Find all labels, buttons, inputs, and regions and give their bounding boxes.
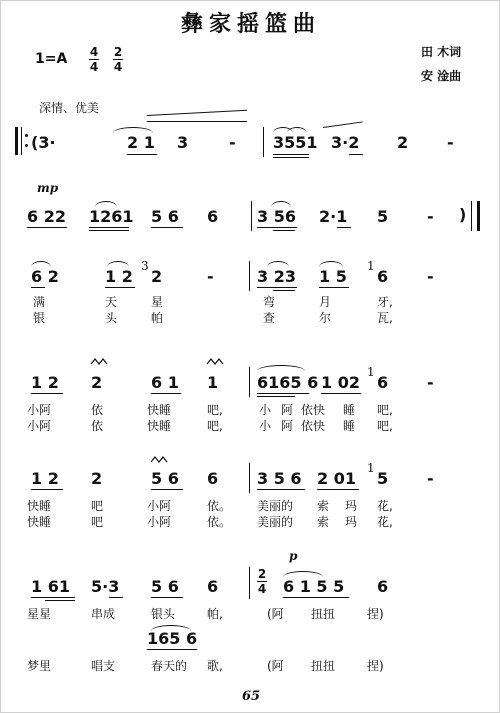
note: 1 bbox=[207, 373, 219, 392]
note-group: 1 2 bbox=[105, 267, 133, 286]
lyric: 捏) bbox=[367, 659, 384, 673]
note: 5 bbox=[377, 207, 389, 226]
dash: - bbox=[427, 207, 434, 226]
note: 6 bbox=[207, 469, 219, 488]
lyric: 尔 bbox=[319, 311, 332, 325]
barline bbox=[249, 567, 250, 599]
composer-credit: 安 淦曲 bbox=[421, 69, 462, 83]
grace-note: 1 bbox=[367, 365, 375, 379]
lyric: 阿 bbox=[281, 403, 294, 417]
time-signature-1: 4 4 bbox=[89, 45, 99, 74]
lyric: 吧 bbox=[91, 499, 104, 513]
note-group: 3·2 bbox=[331, 133, 360, 152]
note-group: 6 22 bbox=[27, 207, 66, 226]
note: 2 bbox=[397, 133, 409, 152]
note-group: 6165 6 bbox=[257, 373, 319, 392]
note-group: (3· bbox=[31, 133, 56, 152]
note-group: 2·1 bbox=[319, 207, 348, 226]
note-group: 1261 bbox=[89, 207, 134, 226]
lyric: 牙, bbox=[377, 295, 393, 309]
lyric: 依快 bbox=[301, 419, 326, 433]
note-group: 1 02 bbox=[321, 373, 360, 392]
lyric: 索 bbox=[317, 515, 330, 529]
note: 6 bbox=[207, 577, 219, 596]
note: 6 bbox=[377, 373, 389, 392]
dash: - bbox=[427, 267, 434, 286]
lyric: 天 bbox=[105, 295, 118, 309]
note: 2 bbox=[91, 373, 103, 392]
lyric: 睡 bbox=[343, 419, 356, 433]
lyric: 小 bbox=[259, 419, 272, 433]
lyric: 小阿 bbox=[147, 499, 172, 513]
lyric: 吧, bbox=[207, 403, 223, 417]
lyric: 捏) bbox=[367, 607, 384, 621]
lyric: 吧, bbox=[377, 403, 393, 417]
time-signature-2: 2 4 bbox=[113, 45, 123, 74]
lyric: (阿 bbox=[267, 607, 284, 621]
lyric: 歌, bbox=[207, 659, 223, 673]
note: 6 bbox=[207, 207, 219, 226]
dash: - bbox=[427, 373, 434, 392]
note-group: 3 5 6 bbox=[257, 469, 302, 488]
note: 2 bbox=[151, 267, 163, 286]
lyricist-credit: 田 木词 bbox=[421, 45, 462, 59]
lyric: 帕 bbox=[151, 311, 164, 325]
barline bbox=[249, 463, 250, 493]
lyric: 头 bbox=[105, 311, 118, 325]
note-group: 2 1 bbox=[127, 133, 155, 152]
page-number: 65 bbox=[241, 689, 261, 704]
barline-end-thick bbox=[477, 201, 480, 231]
lyric: 快睡 bbox=[27, 515, 52, 529]
lyric: 梦里 bbox=[27, 659, 52, 673]
lyric: 阿 bbox=[281, 419, 294, 433]
note: 5 bbox=[377, 469, 389, 488]
lyric: 银 bbox=[33, 311, 46, 325]
note-group: 1 5 bbox=[319, 267, 347, 286]
note-group: 3551 bbox=[273, 133, 318, 152]
note-group: 3 23 bbox=[257, 267, 296, 286]
lyric: 依。 bbox=[207, 499, 232, 513]
lyric: 银头 bbox=[151, 607, 176, 621]
lyric: 索 bbox=[317, 499, 330, 513]
barline-end-thin bbox=[471, 201, 472, 231]
lyric: 帕, bbox=[207, 607, 223, 621]
closing-paren: ) bbox=[459, 205, 467, 224]
barline bbox=[249, 367, 250, 397]
ornament-mark bbox=[151, 457, 167, 463]
lyric: 快睡 bbox=[147, 403, 172, 417]
note: 6 bbox=[377, 577, 389, 596]
lyric: 唱支 bbox=[91, 659, 116, 673]
barline bbox=[249, 261, 250, 291]
note-group: 6 2 bbox=[31, 267, 59, 286]
time-change: 2 4 bbox=[257, 567, 267, 596]
lyric: 依快 bbox=[301, 403, 326, 417]
lyric: 花, bbox=[377, 515, 393, 529]
lyric: 依 bbox=[91, 419, 104, 433]
lyric: 弯 bbox=[263, 295, 276, 309]
lyric: 星 bbox=[151, 295, 164, 309]
note-group: 6 1 bbox=[151, 373, 179, 392]
lyric: 查 bbox=[263, 311, 276, 325]
lyric: 依 bbox=[91, 403, 104, 417]
lyric: 瓦, bbox=[377, 311, 393, 325]
lyric: 月 bbox=[319, 295, 332, 309]
dynamic-mp: mp bbox=[37, 181, 59, 195]
lyric: 吧, bbox=[377, 419, 393, 433]
grace-note: 3 bbox=[141, 259, 149, 273]
hairpin-lower bbox=[147, 121, 247, 122]
note: 3 bbox=[177, 133, 189, 152]
barline bbox=[263, 127, 264, 157]
lyric: 小阿 bbox=[147, 515, 172, 529]
lyric: 玛 bbox=[345, 515, 358, 529]
lyric: 依。 bbox=[207, 515, 232, 529]
lyric: 春天的 bbox=[151, 659, 188, 673]
lyric: 满 bbox=[33, 295, 46, 309]
note-group: 6 1 5 5 bbox=[283, 577, 345, 596]
grace-note: 1 bbox=[367, 461, 375, 475]
song-title: 彝家摇篮曲 bbox=[180, 11, 321, 37]
lyric: 小 bbox=[259, 403, 272, 417]
dynamic-p: p bbox=[289, 549, 298, 563]
lyric: 吧 bbox=[91, 515, 104, 529]
lyric: 快睡 bbox=[27, 499, 52, 513]
grace-note: 1 bbox=[367, 259, 375, 273]
barline bbox=[251, 201, 252, 231]
note-group: 5 6 bbox=[151, 577, 179, 596]
note-group: 1 61 bbox=[31, 577, 70, 596]
ornament-mark bbox=[207, 359, 223, 365]
note-group: 3 56 bbox=[257, 207, 296, 226]
note-group: 1 2 bbox=[31, 469, 59, 488]
repeat-start-thick bbox=[15, 127, 18, 155]
lyric: 玛 bbox=[345, 499, 358, 513]
lyric: (阿 bbox=[267, 659, 284, 673]
lyric: 花, bbox=[377, 499, 393, 513]
lyric: 扭扭 bbox=[311, 607, 336, 621]
lyric: 扭扭 bbox=[311, 659, 336, 673]
expression-mark: 深情、优美 bbox=[39, 101, 100, 115]
note-group: 5 6 bbox=[151, 469, 179, 488]
lyric: 美丽的 bbox=[257, 515, 294, 529]
lyric: 小阿 bbox=[27, 419, 52, 433]
hairpin-2 bbox=[323, 121, 363, 128]
note: 6 bbox=[377, 267, 389, 286]
alternate-notes: 165 6 bbox=[147, 629, 198, 648]
lyric: 串成 bbox=[91, 607, 116, 621]
lyric: 吧, bbox=[207, 419, 223, 433]
dash: - bbox=[229, 133, 236, 152]
lyric: 美丽的 bbox=[257, 499, 294, 513]
lyric: 快睡 bbox=[147, 419, 172, 433]
note-group: 1 2 bbox=[31, 373, 59, 392]
note: 2 bbox=[91, 469, 103, 488]
lyric: 睡 bbox=[343, 403, 356, 417]
dash: - bbox=[207, 267, 214, 286]
repeat-start-thin bbox=[21, 127, 22, 155]
note-group: 5·3 bbox=[91, 577, 120, 596]
ornament-mark bbox=[91, 359, 107, 365]
key-signature: 1=A bbox=[35, 51, 68, 67]
lyric: 星星 bbox=[27, 607, 52, 621]
note-group: 5 6 bbox=[151, 207, 179, 226]
lyric: 小阿 bbox=[27, 403, 52, 417]
hairpin-upper bbox=[147, 110, 247, 116]
dash: - bbox=[447, 133, 454, 152]
note-group: 2 01 bbox=[317, 469, 356, 488]
dash: - bbox=[427, 469, 434, 488]
